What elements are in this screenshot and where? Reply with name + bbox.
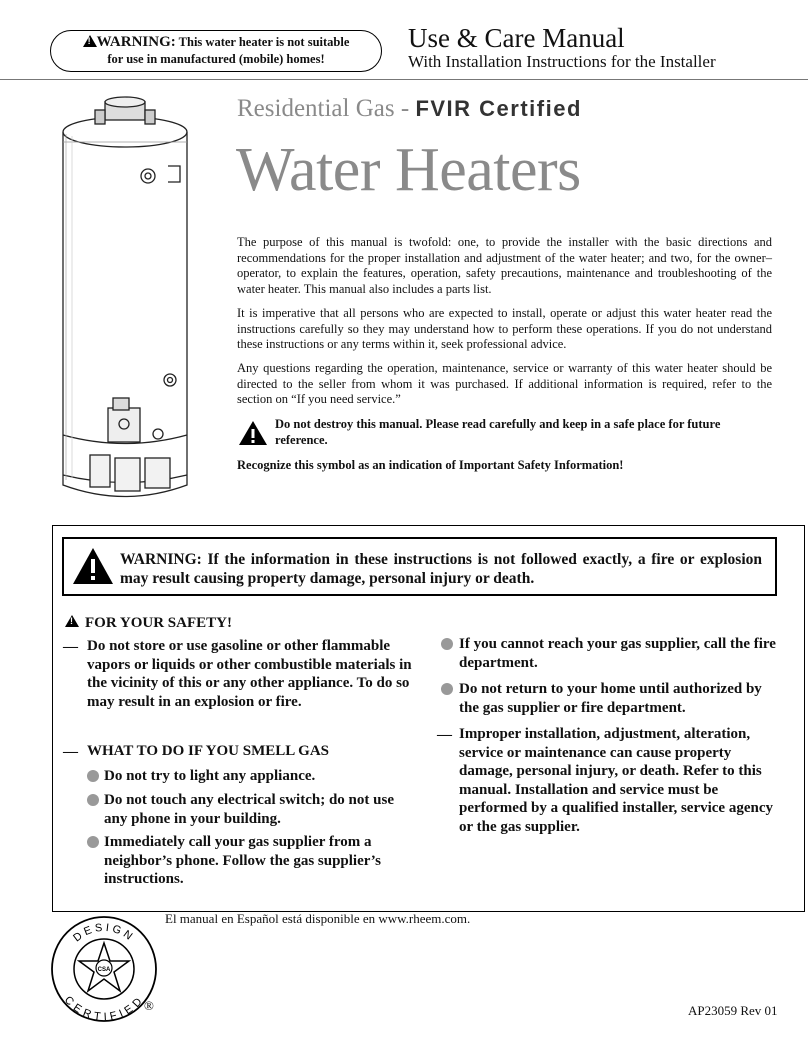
warning-triangle-icon (83, 35, 97, 47)
bullet-dot-icon (441, 638, 453, 650)
seal-bottom-text: CERTIFIED (61, 994, 147, 1024)
product-prefix: Residential Gas - (237, 95, 416, 122)
spanish-manual-note: El manual en Español está disponible en www.rheem.com. (165, 911, 471, 926)
warning-line2: for use in manufactured (mobile) homes! (107, 52, 325, 66)
warning-label: WARNING: (96, 34, 176, 50)
header-divider (0, 79, 808, 80)
keep-manual-note: Do not destroy this manual. Please read carefully and keep in a safe place for future reference. (275, 417, 721, 447)
bullet-dot-icon (441, 683, 453, 695)
mobile-home-warning-banner (50, 30, 382, 72)
smell-gas-heading: WHAT TO DO IF YOU SMELL GAS (87, 743, 329, 759)
fvir-certified-label: FVIR Certified (415, 96, 582, 121)
registered-mark: ® (144, 998, 154, 1013)
for-your-safety-heading (65, 614, 232, 632)
gas-step-no-light: Do not try to light any appliance. (104, 768, 316, 784)
dash-marker: — (63, 744, 78, 760)
bullet-dot-icon (87, 794, 99, 806)
bullet-dot-icon (87, 770, 99, 782)
intro-paragraph-instructions: It is imperative that all persons who are expected to install, operate or adjust this water heater read the instructions carefully so they may understand how to perform these operations. If you do not understand these instructions or any terms within it, seek professional advice. (237, 306, 772, 351)
manual-title: Use & Care Manual (408, 23, 625, 53)
page-title: Water Heaters (236, 136, 581, 204)
improper-installation-warning: Improper installation, adjustment, alteration, service or maintenance can cause property damage, personal injury, or death. Refer to this manual. Installation and service must be performed by a qualified installer, service agency or the gas supplier. (459, 726, 773, 835)
intro-paragraph-purpose: The purpose of this manual is twofold: one, to provide the installer with the basic directions and recommendations for the proper installation and adjustment of the water heater; and two, for the owner–operator, to explain the features, operation, safety precautions, maintenance and troubleshooting of the water heater. This manual also includes a parts list. (237, 235, 772, 296)
gas-step-call-supplier: Immediately call your gas supplier from a neighbor’s phone. Follow the gas supplier’s instructions. (104, 834, 381, 887)
gas-step-no-switch: Do not touch any electrical switch; do not use any phone in your building. (104, 792, 394, 827)
document-code: AP23059 Rev 01 (688, 1003, 778, 1018)
safety-alert-icon (238, 420, 268, 446)
gas-step-do-not-return: Do not return to your home until authorized by the gas supplier or fire department. (459, 681, 762, 716)
gas-step-fire-department: If you cannot reach your gas supplier, call the fire department. (459, 636, 776, 671)
seal-mark: CSA (97, 967, 111, 973)
dash-marker: — (437, 727, 452, 743)
warning-line1: This water heater is not suitable (178, 35, 350, 49)
water-heater-illustration (50, 90, 230, 515)
intro-paragraph-service: Any questions regarding the operation, maintenance, service or warranty of this water heater should be directed to the seller from whom it was purchased. If additional information is required, refer to the section on “If you need service.” (237, 361, 772, 406)
warning-triangle-icon (65, 615, 79, 627)
bullet-dot-icon (87, 836, 99, 848)
gasoline-storage-warning: Do not store or use gasoline or other flammable vapors or liquids or other combustible materials in the vicinity of this or any other appliance. To do so may result in an explosion or fire. (87, 638, 412, 710)
fire-explosion-warning-text: WARNING: If the information in these instructions is not followed exactly, a fire or explosion may result causing property damage, personal injury or death. (120, 551, 762, 587)
dash-marker: — (63, 639, 78, 655)
warning-triangle-icon (72, 547, 114, 585)
symbol-note: Recognize this symbol as an indication of Important Safety Information! (237, 458, 624, 472)
product-line (237, 93, 582, 125)
safety-heading-label: FOR YOUR SAFETY! (85, 615, 232, 631)
manual-subtitle: With Installation Instructions for the Installer (408, 52, 716, 71)
seal-top-text: DESIGN (71, 921, 137, 945)
